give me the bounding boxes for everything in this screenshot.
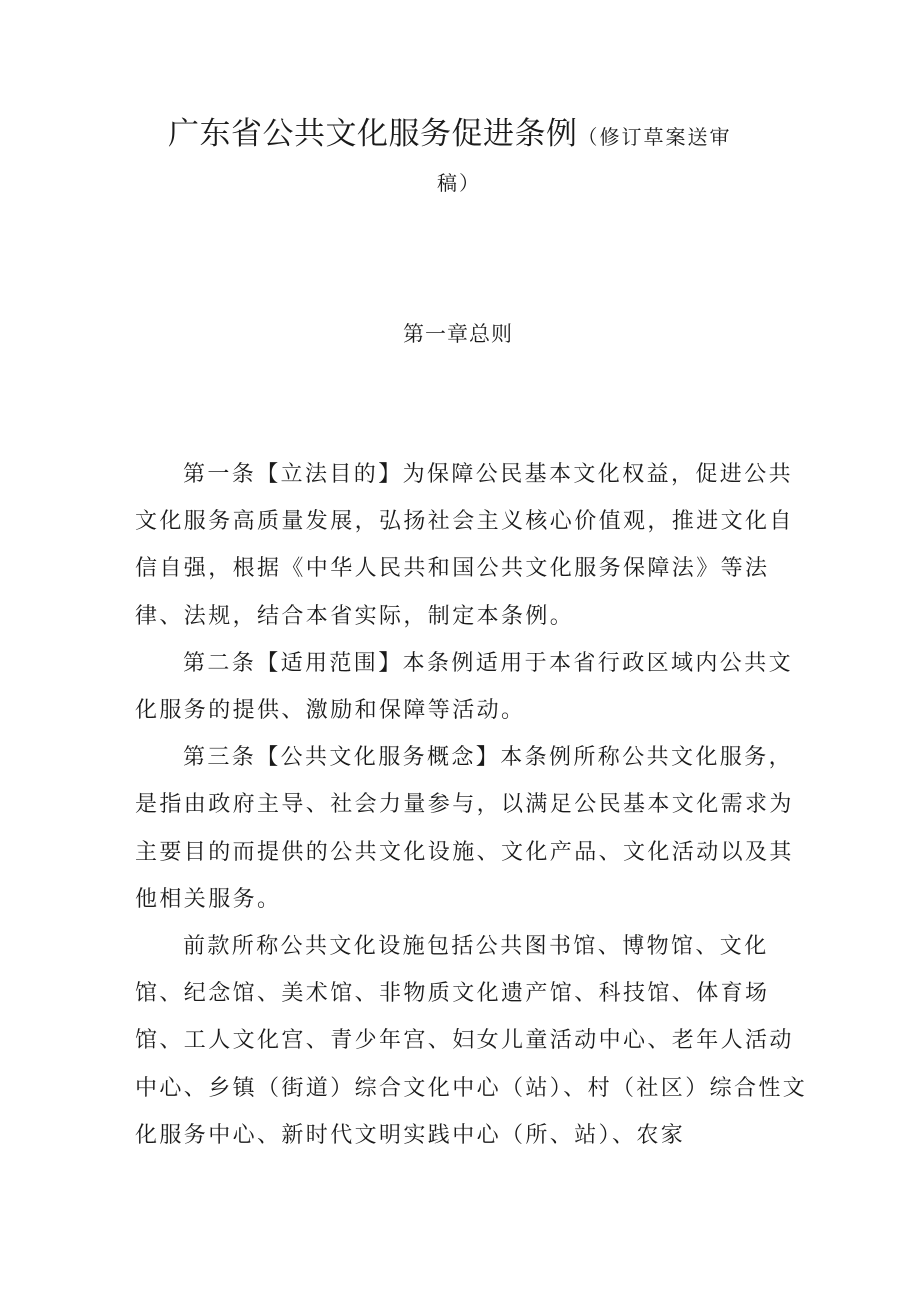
article-1-paragraph: 第一条【立法目的】为保障公民基本文化权益，促进公共文化服务高质量发展，弘扬社会主义核心价值观，推进文化自信自强，根据《中华人民共和国公共文化服务保障法》等法律、法规，结合本省实际，制定本条例。 bbox=[135, 462, 794, 629]
title-subtitle-line2: 稿） bbox=[437, 171, 481, 195]
document-body bbox=[135, 451, 815, 1159]
article-2-paragraph: 第二条【适用范围】本条例适用于本省行政区域内公共文化服务的提供、激励和保障等活动。 bbox=[135, 650, 794, 724]
title-main: 广东省公共文化服务促进条例 bbox=[168, 116, 578, 152]
article-3-paragraph: 第三条【公共文化服务概念】本条例所称公共文化服务，是指由政府主导、社会力量参与，以满足公民基本文化需求为主要目的而提供的公共文化设施、文化产品、文化活动以及其他相关服务。 bbox=[135, 745, 794, 912]
article-3-continuation-paragraph: 前款所称公共文化设施包括公共图书馆、博物馆、文化馆、纪念馆、美术馆、非物质文化遗产馆、科技馆、体育场馆、工人文化宫、青少年宫、妇女儿童活动中心、老年人活动中心、乡镇（街道）综合文化中心（站）、村（社区）综合性文化服务中心、新时代文明实践中心（所、站）、农家 bbox=[135, 934, 808, 1148]
chapter-heading: 第一章总则 bbox=[403, 322, 513, 346]
title-subtitle-line1: （修订草案送审 bbox=[577, 125, 732, 149]
document-title bbox=[168, 112, 768, 159]
